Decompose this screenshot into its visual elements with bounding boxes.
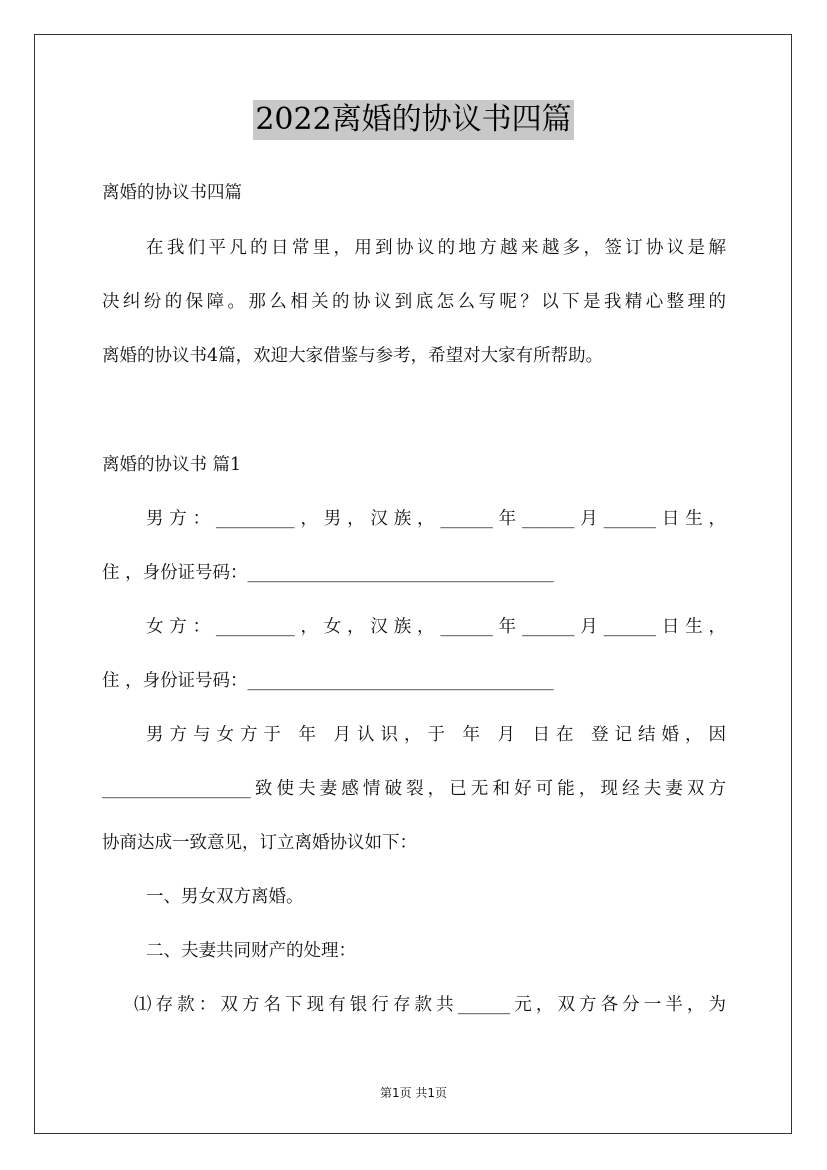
doc-subtitle: 离婚的协议书四篇 xyxy=(102,183,242,203)
male-address-line: 住 ，身份证号码：___________________________________ xyxy=(102,563,554,583)
marriage-line-1: 男方与女方于 年 月认识，于 年 月 日在 登记结婚，因 xyxy=(146,725,726,745)
document-title: 2022离婚的协议书四篇 xyxy=(253,100,573,140)
female-party-line: 女方：_________，女，汉族，______年______月______日生， xyxy=(146,617,726,637)
marriage-line-3: 协商达成一致意见，订立离婚协议如下： xyxy=(102,833,417,853)
marriage-line-2: _________________致使夫妻感情破裂，已无和好可能，现经夫妻双方 xyxy=(102,779,726,799)
intro-line-3: 离婚的协议书4篇，欢迎大家借鉴与参考，希望对大家有所帮助。 xyxy=(102,346,604,366)
clause-1: 一、男女双方离婚。 xyxy=(146,887,304,907)
female-address-line: 住 ，身份证号码：___________________________________ xyxy=(102,671,554,691)
intro-line-1: 在我们平凡的日常里，用到协议的地方越来越多，签订协议是解 xyxy=(146,238,726,258)
male-party-line: 男方：_________，男，汉族，______年______月______日生， xyxy=(146,509,726,529)
title-container xyxy=(0,100,827,140)
intro-line-2: 决纠纷的保障。那么相关的协议到底怎么写呢？以下是我精心整理的 xyxy=(102,292,726,312)
page-footer: 第1页 共1页 xyxy=(379,1086,448,1100)
clause-2-1: ⑴存款：双方名下现有银行存款共______元，双方各分一半，为 xyxy=(134,995,726,1015)
clause-2: 二、夫妻共同财产的处理： xyxy=(146,941,356,961)
section-heading: 离婚的协议书 篇1 xyxy=(102,455,242,475)
